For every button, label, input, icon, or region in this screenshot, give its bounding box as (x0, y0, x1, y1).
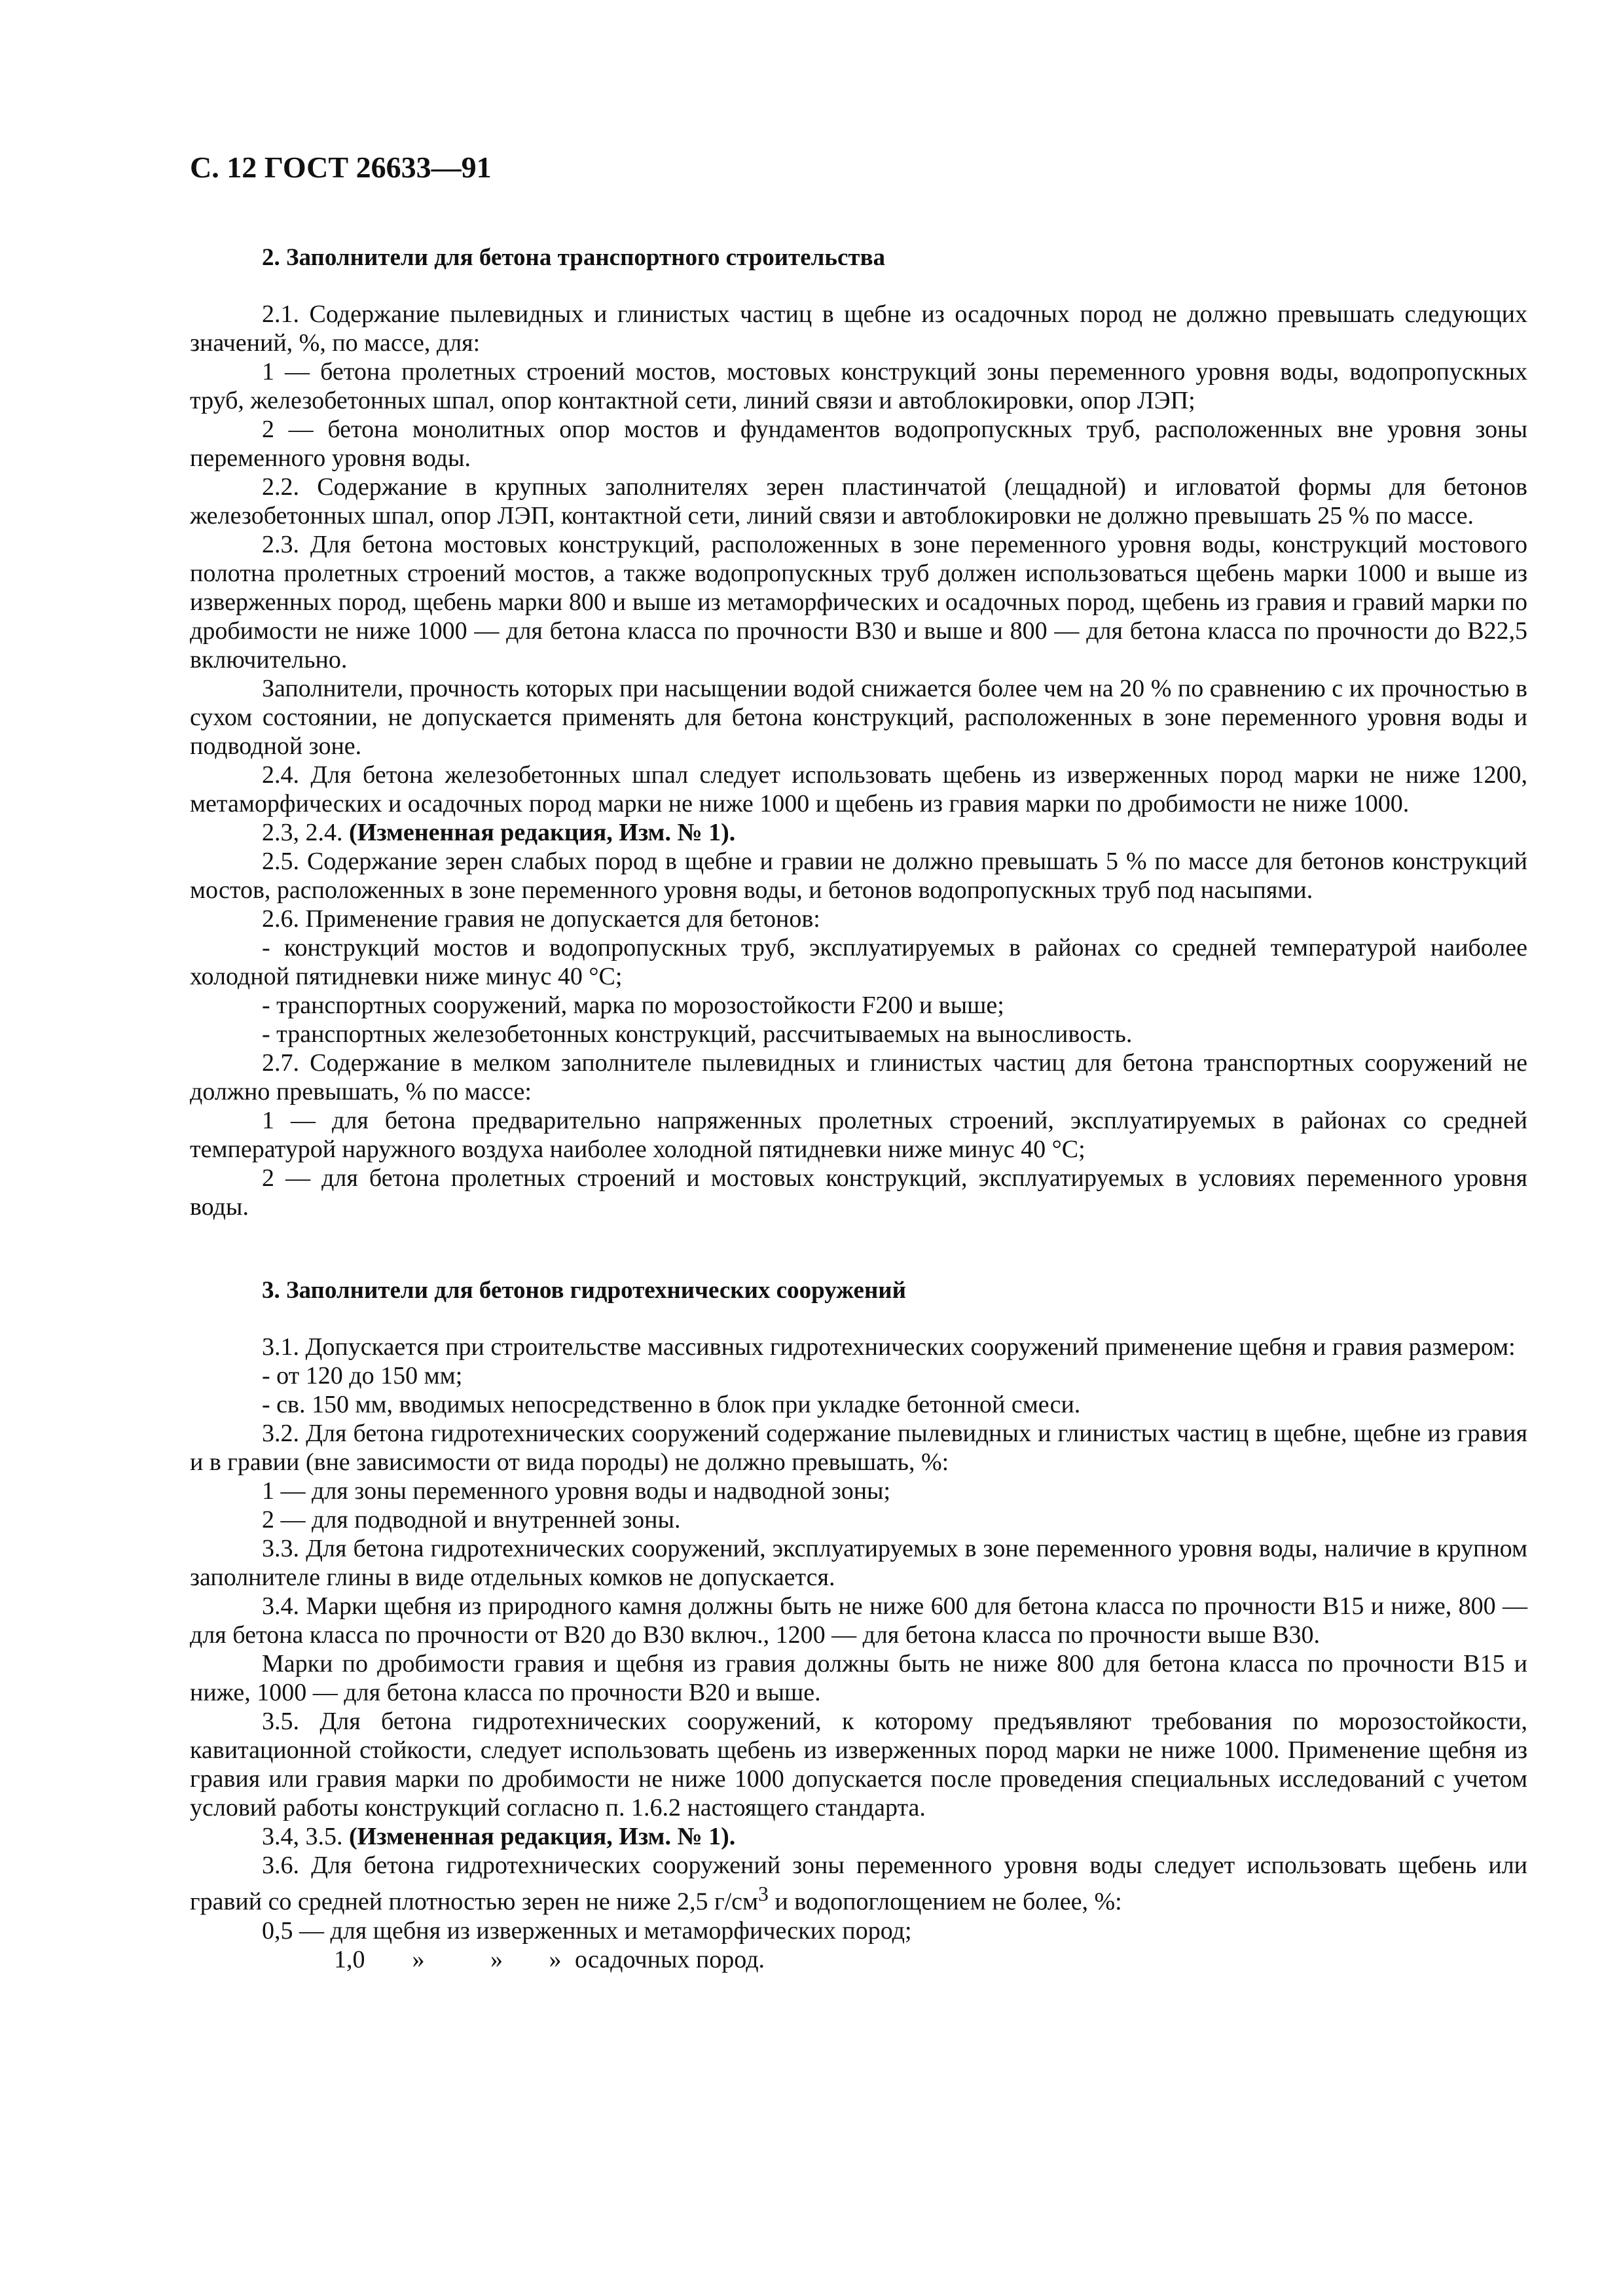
paragraph-3-6-text: 3.6. Для бетона гидротехнических сооружений зоны переменного уровня воды следует использовать щебень или гравий со средней плотностью зерен не ниже 2,5 г/см (190, 1852, 1527, 1916)
paragraph-2-7: 2.7. Содержание в мелком заполнителе пылевидных и глинистых частиц для бетона транспортных сооружений не должно превышать, % по массе: (190, 1049, 1527, 1105)
paragraph-2-1: 2.1. Содержание пылевидных и глинистых частиц в щебне из осадочных пород не должно превышать следующих значений, %, по массе, для: (190, 300, 1527, 357)
paragraph-2-1-item-1: 1 — бетона пролетных строений мостов, мостовых конструкций зоны переменного уровня воды, водопропускных труб, железобетонных шпал, опор контактной сети, линий связи и автоблокировки, опор ЛЭП; (190, 358, 1527, 414)
ditto-text: осадочных пород. (575, 1945, 765, 1973)
paragraph-3-2-item-2: 2 — для подводной и внутренней зоны. (262, 1506, 681, 1534)
paragraph-2-4: 2.4. Для бетона железобетонных шпал следует использовать щебень из изверженных пород марки не ниже 1200, метаморфических и осадочных пород марки не ниже 1000 и щебень из гравия марки по дробимости не ниже 1000. (190, 761, 1527, 817)
paragraph-3-6-text-end: и водопоглощением не более, %: (768, 1888, 1122, 1916)
paragraph-2-3: 2.3. Для бетона мостовых конструкций, расположенных в зоне переменного уровня воды, конструкций мостового полотна пролетных строений мостов, а также водопропускных труб должен использоваться щебень марки 1000 и выше из изверженных пород, щебень марки 800 и выше из метаморфических и осадочных пород, щебень из гравия и гравий марки по дробимости не ниже 1000 — для бетона класса по прочности В30 и выше и 800 — для бетона класса по прочности до В22,5 включительно. (190, 531, 1527, 673)
paragraph-2-7-item-2: 2 — для бетона пролетных строений и мостовых конструкций, эксплуатируемых в условиях переменного уровня воды. (190, 1164, 1527, 1221)
paragraph-3-6-item-1: 0,5 — для щебня из изверженных и метаморфических пород; (262, 1916, 912, 1945)
document-page (190, 149, 1527, 1974)
paragraph-2-2: 2.2. Содержание в крупных заполнителях зерен пластинчатой (лещадной) и игловатой формы для бетонов железобетонных шпал, опор ЛЭП, контактной сети, линий связи и автоблокировки не должно превышать 25 % по массе. (190, 473, 1527, 529)
amendment-ref: 3.4, 3.5. (262, 1823, 343, 1850)
paragraph-2-6-item-1: - конструкций мостов и водопропускных труб, эксплуатируемых в районах со средней температурой наиболее холодной пятидневки ниже минус 40 °С; (190, 934, 1527, 990)
amendment-note-2 (190, 1822, 1527, 1851)
paragraph-2-1-item-2: 2 — бетона монолитных опор мостов и фундаментов водопропускных труб, расположенных вне уровня зоны переменного уровня воды. (190, 416, 1527, 472)
ditto-value: 1,0 (334, 1945, 365, 1973)
amendment-text: (Измененная редакция, Изм. № 1). (349, 1823, 736, 1850)
paragraph-2-7-item-1: 1 — для бетона предварительно напряженных пролетных строений, эксплуатируемых в районах со средней температурой наружного воздуха наиболее холодной пятидневки ниже минус 40 °С; (190, 1107, 1527, 1163)
paragraph-2-3-note: Заполнители, прочность которых при насыщении водой снижается более чем на 20 % по сравнению с их прочностью в сухом состоянии, не допускается применять для бетона конструкций, расположенных в зоне переменного уровня воды и подводной зоне. (190, 675, 1527, 760)
paragraph-3-1-item-1: - от 120 до 150 мм; (262, 1362, 463, 1390)
paragraph-3-4: 3.4. Марки щебня из природного камня должны быть не ниже 600 для бетона класса по прочности В15 и ниже, 800 — для бетона класса по прочности от В20 до В30 включ., 1200 — для бетона класса по прочности выше В30. (190, 1592, 1527, 1649)
amendment-note-1 (190, 818, 1527, 847)
ditto-mark: » (490, 1945, 503, 1973)
ditto-mark: » (549, 1945, 562, 1973)
paragraph-2-6: 2.6. Применение гравия не допускается для бетонов: (262, 905, 820, 933)
amendment-text: (Измененная редакция, Изм. № 1). (349, 819, 736, 846)
paragraph-3-3: 3.3. Для бетона гидротехнических сооружений, эксплуатируемых в зоне переменного уровня воды, наличие в крупном заполнителе глины в виде отдельных комков не допускается. (190, 1535, 1527, 1591)
unit-superscript: 3 (758, 1882, 769, 1905)
paragraph-3-4-note: Марки по дробимости гравия и щебня из гравия должны быть не ниже 800 для бетона класса по прочности В15 и ниже, 1000 — для бетона класса по прочности В20 и выше. (190, 1650, 1527, 1706)
paragraph-3-2-item-1: 1 — для зоны переменного уровня воды и надводной зоны; (262, 1477, 891, 1505)
paragraph-3-1-item-2: - св. 150 мм, вводимых непосредственно в блок при укладке бетонной смеси. (262, 1391, 1081, 1418)
paragraph-3-5: 3.5. Для бетона гидротехнических сооружений, к которому предъявляют требования по морозостойкости, кавитационной стойкости, следует использовать щебень из изверженных пород марки не ниже 1000. Применение щебня из гравия или гравия марки по дробимости не ниже 1000 допускается после проведения специальных исследований с учетом условий работы конструкций согласно п. 1.6.2 настоящего стандарта. (190, 1708, 1527, 1821)
paragraph-3-6-item-2 (190, 1945, 1527, 1974)
paragraph-2-6-item-3: - транспортных железобетонных конструкций, рассчитываемых на выносливость. (262, 1020, 1133, 1048)
section-3-title: 3. Заполнители для бетонов гидротехнических сооружений (262, 1277, 906, 1304)
page-header: С. 12 ГОСТ 26633—91 (190, 151, 492, 184)
paragraph-3-2: 3.2. Для бетона гидротехнических сооружений содержание пылевидных и глинистых частиц в щебне, щебне из гравия и в гравии (вне зависимости от вида породы) не должно превышать, %: (190, 1420, 1527, 1476)
paragraph-2-5: 2.5. Содержание зерен слабых пород в щебне и гравии не должно превышать 5 % по массе для бетонов конструкций мостов, расположенных в зоне переменного уровня воды, и бетонов водопропускных труб под насыпями. (190, 848, 1527, 904)
ditto-mark: » (412, 1945, 425, 1973)
paragraph-3-6 (190, 1851, 1527, 1916)
amendment-ref: 2.3, 2.4. (262, 819, 343, 846)
paragraph-3-1: 3.1. Допускается при строительстве массивных гидротехнических сооружений применение щебня и гравия размером: (262, 1333, 1516, 1361)
paragraph-2-6-item-2: - транспортных сооружений, марка по морозостойкости F200 и выше; (262, 992, 1004, 1019)
section-2-title: 2. Заполнители для бетона транспортного строительства (262, 244, 886, 271)
